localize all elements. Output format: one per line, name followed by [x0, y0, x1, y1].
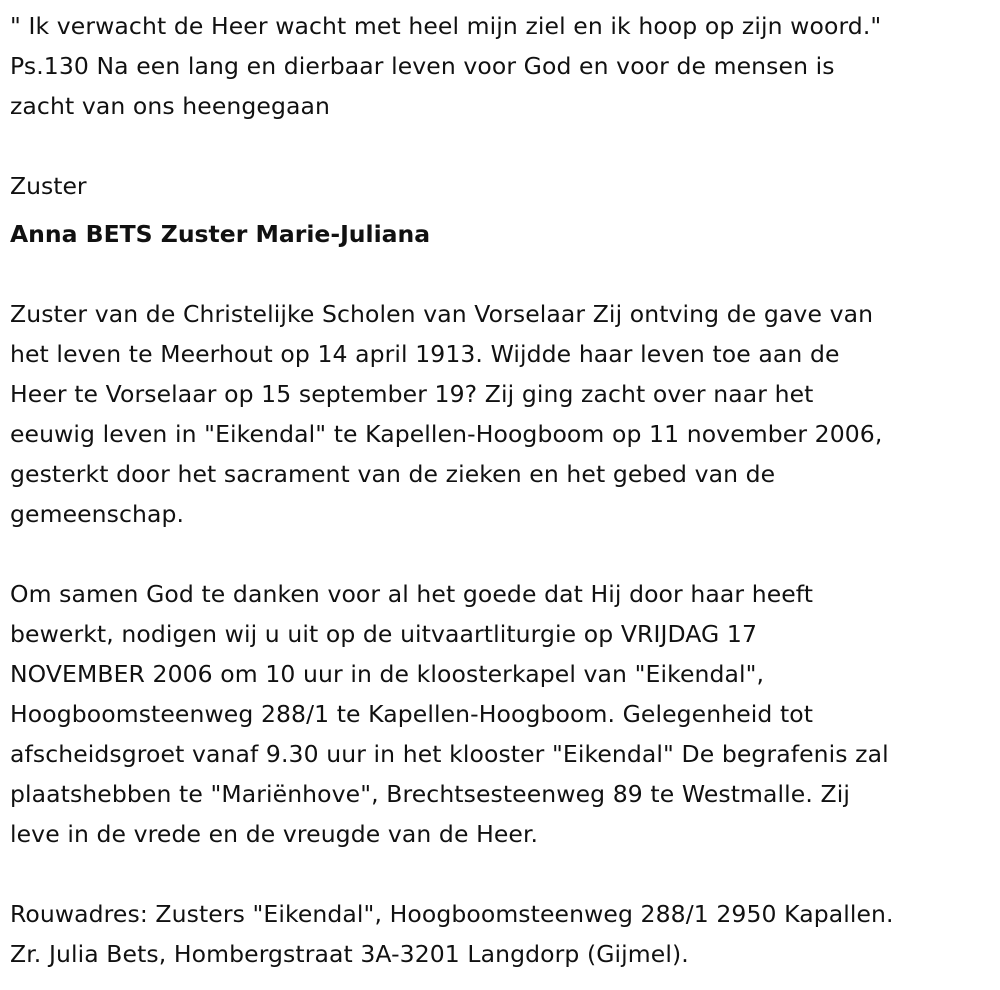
intro-line: " Ik verwacht de Heer wacht met heel mijn ziel en ik hoop op zijn woord." — [10, 12, 882, 40]
title-label: Zuster — [10, 172, 87, 200]
bio-line: het leven te Meerhout op 14 april 1913. Wijdde haar leven toe aan de — [10, 340, 840, 368]
bio-line: gesterkt door het sacrament van de zieken en het gebed van de — [10, 460, 776, 488]
funeral-paragraph — [10, 574, 990, 854]
intro-line: Ps.130 Na een lang en dierbaar leven voor God en voor de mensen is — [10, 52, 835, 80]
deceased-name: Anna BETS Zuster Marie-Juliana — [10, 220, 431, 248]
funeral-line: Om samen God te danken voor al het goede dat Hij door haar heeft — [10, 580, 814, 608]
intro-line: zacht van ons heengegaan — [10, 92, 330, 120]
funeral-line: leve in de vrede en de vreugde van de Heer. — [10, 820, 539, 848]
bio-paragraph — [10, 294, 990, 534]
funeral-line: Hoogboomsteenweg 288/1 te Kapellen-Hoogboom. Gelegenheid tot — [10, 700, 814, 728]
funeral-line: bewerkt, nodigen wij u uit op de uitvaartliturgie op VRIJDAG 17 — [10, 620, 758, 648]
funeral-line: afscheidsgroet vanaf 9.30 uur in het klooster "Eikendal" De begrafenis zal — [10, 740, 889, 768]
address-paragraph — [10, 894, 990, 974]
spacer — [10, 854, 990, 894]
bio-line: Zuster van de Christelijke Scholen van Vorselaar Zij ontving de gave van — [10, 300, 874, 328]
funeral-line: plaatshebben te "Mariënhove", Brechtsesteenweg 89 te Westmalle. Zij — [10, 780, 850, 808]
bio-line: Heer te Vorselaar op 15 september 19? Zij ging zacht over naar het — [10, 380, 814, 408]
intro-paragraph — [10, 6, 990, 126]
bio-line: gemeenschap. — [10, 500, 185, 528]
spacer — [10, 534, 990, 574]
spacer — [10, 254, 990, 294]
address-line: Zr. Julia Bets, Hombergstraat 3A-3201 Langdorp (Gijmel). — [10, 940, 689, 968]
address-line: Rouwadres: Zusters "Eikendal", Hoogboomsteenweg 288/1 2950 Kapallen. — [10, 900, 894, 928]
bio-line: eeuwig leven in "Eikendal" te Kapellen-Hoogboom op 11 november 2006, — [10, 420, 883, 448]
funeral-line: NOVEMBER 2006 om 10 uur in de kloosterkapel van "Eikendal", — [10, 660, 765, 688]
spacer — [10, 126, 990, 166]
